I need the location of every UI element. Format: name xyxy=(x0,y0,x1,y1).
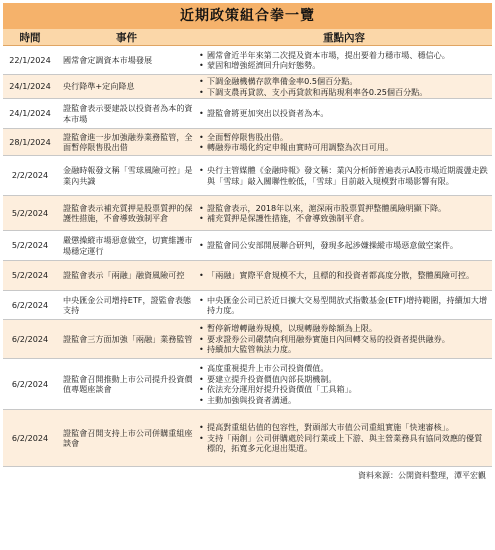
row-content xyxy=(196,75,492,99)
row-date: 28/1/2024 xyxy=(3,129,57,156)
bullet-icon: • xyxy=(199,240,204,251)
bullet-text: 暫停新增轉融券規模，以現轉融券餘額為上限。 xyxy=(207,323,377,334)
bullet-icon: • xyxy=(199,294,204,305)
bullet-point xyxy=(199,422,489,433)
table-row xyxy=(3,46,492,75)
bullet-icon: • xyxy=(199,108,204,119)
table-title: 近期政策組合拳一覽 xyxy=(3,3,492,29)
row-content xyxy=(196,99,492,129)
row-event: 證監會表示補充質押是股票質押的保護性措施，不會導致強制平倉 xyxy=(57,196,196,231)
bullet-point xyxy=(199,323,489,334)
bullet-icon: • xyxy=(199,432,204,443)
bullet-icon: • xyxy=(199,363,204,373)
bullet-icon: • xyxy=(199,394,204,405)
bullet-text: 中央匯金公司已於近日擴大交易型開放式指數基金(ETF)增持範圍，持續加大增持力度。 xyxy=(207,294,488,315)
bullet-point xyxy=(199,270,489,281)
bullet-icon: • xyxy=(199,213,204,223)
table-row xyxy=(3,196,492,231)
bullet-text: 持續加大監管執法力度。 xyxy=(207,344,297,355)
bullet-text: 證監會將更加突出以投資者為本。 xyxy=(207,108,329,119)
table-row xyxy=(3,359,492,410)
bullet-point xyxy=(199,60,489,71)
bullet-list xyxy=(199,323,489,355)
row-event: 證監會召開推動上市公司提升投資價值專題座談會 xyxy=(57,359,196,410)
bullet-list xyxy=(199,422,489,454)
row-date: 5/2/2024 xyxy=(3,261,57,291)
bullet-icon: • xyxy=(199,270,204,281)
policy-table xyxy=(3,29,492,467)
row-content xyxy=(196,196,492,231)
row-date: 24/1/2024 xyxy=(3,99,57,129)
row-date: 5/2/2024 xyxy=(3,196,57,231)
bullet-point xyxy=(199,132,489,143)
bullet-point xyxy=(199,76,489,87)
table-row xyxy=(3,291,492,320)
bullet-text: 全面暫停限售股出借。 xyxy=(207,131,288,142)
bullet-list xyxy=(199,108,489,119)
row-content xyxy=(196,359,492,410)
bullet-list xyxy=(199,50,489,71)
bullet-list xyxy=(199,165,489,186)
bullet-point xyxy=(199,240,489,251)
bullet-text: 下調支農再貸款、支小再貸款和再貼現利率各0.25個百分點。 xyxy=(207,86,428,97)
bullet-icon: • xyxy=(199,49,204,60)
row-event: 金融時報發文稱「雪球風險可控」是業內共識 xyxy=(57,156,196,196)
row-event: 嚴懲操縱市場惡意做空，切實維護市場穩定運行 xyxy=(57,231,196,261)
bullet-icon: • xyxy=(199,373,204,384)
row-content xyxy=(196,46,492,75)
bullet-point xyxy=(199,374,489,385)
bullet-list xyxy=(199,76,489,97)
table-row xyxy=(3,99,492,129)
bullet-text: 提高對重組估值的包容性，對頭部大市值公司重組實施「快速審核」。 xyxy=(207,422,454,433)
bullet-icon: • xyxy=(199,165,204,175)
row-content xyxy=(196,410,492,467)
table-row xyxy=(3,410,492,467)
bullet-point xyxy=(199,165,489,186)
row-date: 6/2/2024 xyxy=(3,291,57,320)
bullet-point xyxy=(199,395,489,406)
bullet-point xyxy=(199,108,489,119)
header-event: 事件 xyxy=(57,29,196,46)
row-date: 2/2/2024 xyxy=(3,156,57,196)
bullet-point xyxy=(199,334,489,345)
table-row xyxy=(3,320,492,359)
bullet-text: 證監會表示，2018年以來，滬深兩市股票質押整體風險明顯下降。 xyxy=(207,202,447,213)
row-content xyxy=(196,291,492,320)
bullet-list xyxy=(199,295,489,316)
bullet-icon: • xyxy=(199,384,204,394)
bullet-point xyxy=(199,50,489,61)
row-date: 24/1/2024 xyxy=(3,75,57,99)
bullet-point xyxy=(199,295,489,316)
row-date: 6/2/2024 xyxy=(3,320,57,359)
row-date: 6/2/2024 xyxy=(3,359,57,410)
header-content: 重點內容 xyxy=(196,29,492,46)
table-row xyxy=(3,129,492,156)
bullet-text: 蒙固和增強經濟回升向好態勢。 xyxy=(207,60,321,70)
bullet-icon: • xyxy=(199,202,204,213)
bullet-icon: • xyxy=(199,86,204,97)
row-event: 國常會定調資本市場發展 xyxy=(57,46,196,75)
bullet-text: 要求證券公司嚴禁向利用融券實施日內回轉交易的投資者提供融券。 xyxy=(207,333,450,344)
table-row xyxy=(3,156,492,196)
bullet-text: 央行主管媒體《金融時報》發文稱：業內分析師普遍表示A股市場近期震盪走跌與「雪球」敲入關聯性較低，「雪球」目前敲入規模對市場影響有限。 xyxy=(207,165,488,186)
row-event: 中央匯金公司增持ETF，證監會表態支持 xyxy=(57,291,196,320)
row-event: 證監會三方面加強「兩融」業務監管 xyxy=(57,320,196,359)
row-event: 證監會表示要建設以投資者為本的資本市場 xyxy=(57,99,196,129)
table-row xyxy=(3,261,492,291)
row-date: 6/2/2024 xyxy=(3,410,57,467)
bullet-text: 國常會近半年來第二次提及資本市場，提出要着力穩市場、穩信心。 xyxy=(207,49,450,60)
bullet-icon: • xyxy=(199,323,204,334)
bullet-list xyxy=(199,132,489,153)
row-event: 央行降準+定向降息 xyxy=(57,75,196,99)
row-content xyxy=(196,261,492,291)
bullet-text: 「兩融」實際平倉規模不大，且標的和投資者都高度分散，整體風險可控。 xyxy=(207,270,475,281)
bullet-icon: • xyxy=(199,142,204,152)
bullet-icon: • xyxy=(199,76,204,86)
bullet-text: 證監會同公安部開展聯合研判，發現多起涉嫌操縱市場惡意做空案件。 xyxy=(207,240,458,251)
bullet-point xyxy=(199,213,489,224)
bullet-text: 支持「兩創」公司併購處於同行業或上下游、與主營業務具有協同效應的優質標的，拓寬多元化退出渠道。 xyxy=(207,432,483,454)
bullet-point xyxy=(199,203,489,214)
bullet-point xyxy=(199,384,489,395)
row-content xyxy=(196,320,492,359)
row-event: 證監會召開支持上市公司併購重組座談會 xyxy=(57,410,196,467)
bullet-point xyxy=(199,87,489,98)
bullet-point xyxy=(199,344,489,355)
bullet-point xyxy=(199,433,489,454)
header-date: 時間 xyxy=(3,29,57,46)
bullet-text: 要建立提升投資價值內部長期機制。 xyxy=(207,373,337,384)
table-body xyxy=(3,46,492,467)
bullet-list xyxy=(199,240,489,251)
bullet-text: 下調金融機構存款準備金率0.5個百分點。 xyxy=(207,76,358,86)
bullet-icon: • xyxy=(199,131,204,142)
bullet-icon: • xyxy=(199,422,204,433)
table-row xyxy=(3,75,492,99)
row-event: 證監會表示「兩融」融資風險可控 xyxy=(57,261,196,291)
source-note: 資料來源：公開資料整理，潭平宏觀 xyxy=(358,471,486,480)
bullet-point xyxy=(199,363,489,374)
bullet-text: 主動加強與投資者溝通。 xyxy=(207,394,297,405)
row-date: 22/1/2024 xyxy=(3,46,57,75)
bullet-text: 高度重視提升上市公司投資價值。 xyxy=(207,363,329,373)
header-row xyxy=(3,29,492,46)
bullet-text: 依法充分運用好提升投資價值「工具箱」。 xyxy=(207,384,357,394)
row-content xyxy=(196,156,492,196)
row-date: 5/2/2024 xyxy=(3,231,57,261)
bullet-text: 補充質押是保護性措施，不會導致強制平倉。 xyxy=(207,213,369,223)
table-row xyxy=(3,231,492,261)
bullet-icon: • xyxy=(199,60,204,70)
row-content xyxy=(196,129,492,156)
bullet-icon: • xyxy=(199,333,204,344)
bullet-list xyxy=(199,363,489,405)
bullet-list xyxy=(199,203,489,224)
row-content xyxy=(196,231,492,261)
row-event: 證監會進一步加強融券業務監管，全面暫停限售股出借 xyxy=(57,129,196,156)
bullet-text: 轉融券市場化約定申報由實時可用調整為次日可用。 xyxy=(207,142,394,152)
bullet-point xyxy=(199,142,489,153)
bullet-icon: • xyxy=(199,344,204,355)
bullet-list xyxy=(199,270,489,281)
